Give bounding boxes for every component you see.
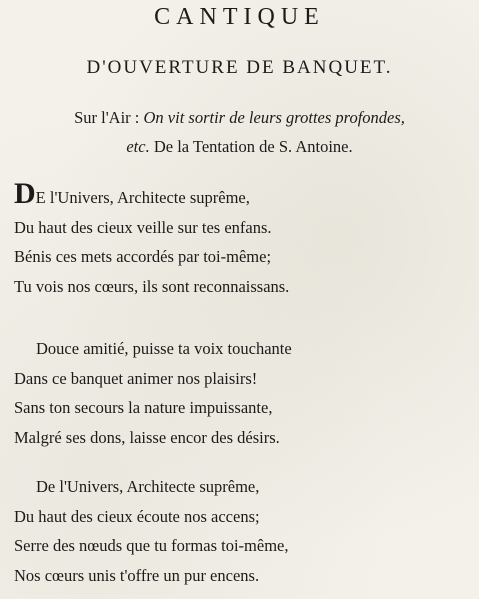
stanza-3: [14, 472, 474, 590]
verse-line: Douce amitié, puisse ta voix touchante: [36, 339, 292, 358]
verse-line: De l'Univers, Architecte suprême,: [36, 477, 260, 496]
verse-line: Du haut des cieux veille sur tes enfans.: [14, 217, 272, 237]
page-title: CANTIQUE: [154, 4, 325, 30]
drop-cap: D: [14, 177, 36, 210]
stanza-1: [14, 177, 474, 301]
tune-etc: etc.: [126, 137, 150, 156]
verse-text: E l'Univers, Architecte suprême,: [35, 188, 250, 207]
verse-line: Tu vois nos cœurs, ils sont reconnaissans.: [14, 276, 290, 296]
verse-line: Malgré ses dons, laisse encor des désirs.: [14, 427, 280, 447]
tune-prefix: Sur l'Air :: [74, 108, 144, 127]
verse-line: [14, 177, 474, 213]
tune-indication: [0, 103, 479, 161]
stanza-2: [14, 334, 474, 452]
verse-line: Du haut des cieux écoute nos accens;: [14, 506, 260, 526]
verse-line: Serre des nœuds que tu formas toi-même,: [14, 536, 289, 555]
verse-line: Nos cœurs unis t'offre un pur encens.: [14, 565, 260, 585]
verse-line: Dans ce banquet animer nos plaisirs!: [14, 368, 258, 388]
page-subtitle: D'OUVERTURE DE BANQUET.: [86, 57, 393, 78]
tune-source: De la Tentation de S. Antoine.: [149, 137, 353, 156]
tune-title: On vit sortir de leurs grottes profondes,: [143, 108, 405, 127]
verse-line: Sans ton secours la nature impuissante,: [14, 398, 273, 417]
tune-line-1: [0, 103, 479, 132]
tune-line-2: [0, 132, 479, 161]
verse-line: Bénis ces mets accordés par toi-même;: [14, 247, 272, 266]
